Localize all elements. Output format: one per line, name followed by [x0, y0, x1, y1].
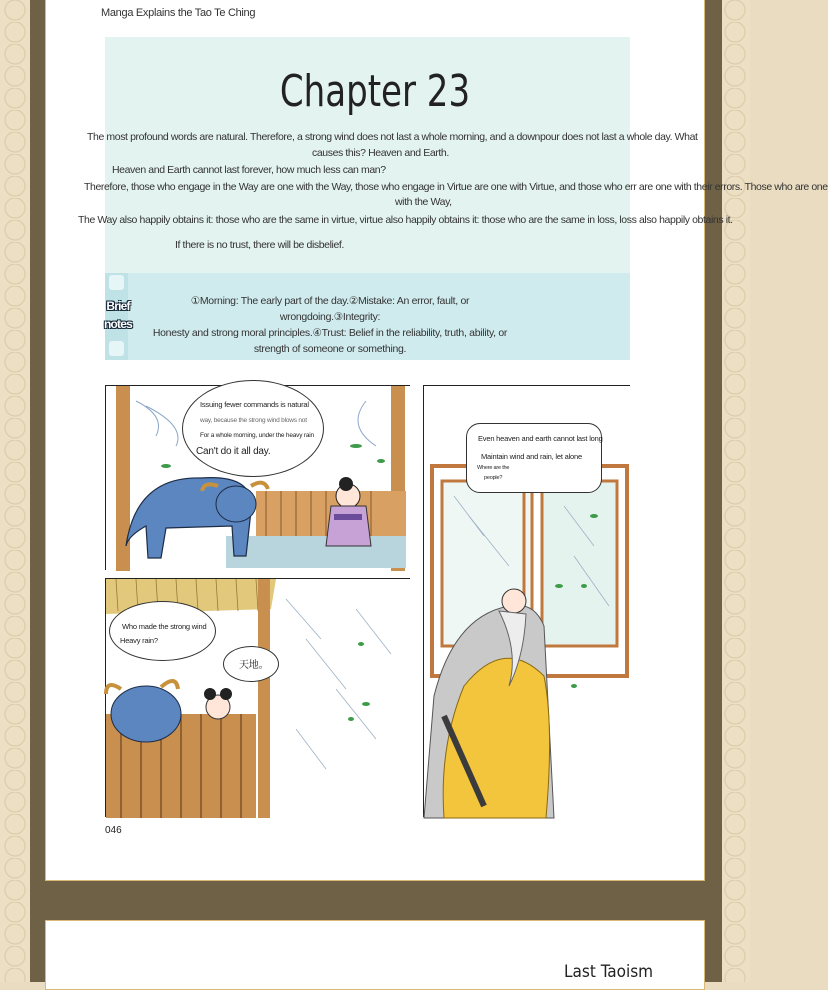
- chevron-down-icon: [109, 341, 124, 356]
- speech-bubble: [109, 601, 216, 661]
- speech-line: For a whole morning, under the heavy rain: [200, 432, 314, 439]
- speech-line: way, because the strong wind blows not: [200, 417, 307, 424]
- speech-line: Issuing fewer commands is natural: [200, 400, 309, 409]
- notes-label-line: notes: [103, 317, 132, 331]
- speech-bubble: [182, 380, 324, 477]
- chapter-line: causes this? Heaven and Earth.: [312, 147, 449, 159]
- speech-line: Who made the strong wind: [122, 622, 207, 631]
- chapter-line: Therefore, those who engage in the Way are one with the Way, those who engage in Virtue are one with Virtue, and those who err are one with their errors. Those who are one: [84, 181, 828, 193]
- chevron-up-icon: [109, 275, 124, 290]
- page-number: 046: [105, 825, 122, 836]
- left-border-pattern: [0, 0, 30, 982]
- chapter-line: If there is no trust, there will be disbelief.: [175, 239, 344, 251]
- comic-panel-3: [105, 578, 410, 817]
- chapter-line: The Way also happily obtains it: those who are the same in virtue, virtue also happily obtains it: those who are the same in loss, loss also happily obtains it.: [78, 214, 733, 226]
- notes-line: strength of someone or something.: [253, 343, 407, 355]
- speech-line: Even heaven and earth cannot last long: [478, 434, 603, 443]
- comic-panel-1: [105, 385, 410, 570]
- notes-line: ①Morning: The early part of the day.②Mistake: An error, fault, or wrongdoing.③Integrity:: [190, 295, 470, 323]
- speech-line: people?: [484, 475, 503, 481]
- brief-notes-label: [103, 297, 133, 333]
- chapter-line: The most profound words are natural. Therefore, a strong wind does not last a whole morning, and a downpour does not last a whole day. What: [87, 131, 698, 143]
- speech-line: Maintain wind and rain, let alone: [481, 452, 582, 461]
- notes-line: Honesty and strong moral principles.④Trust: Belief in the reliability, truth, ability, or: [152, 327, 508, 339]
- speech-line: Can't do it all day.: [196, 446, 271, 457]
- next-page-title: Last Taoism: [564, 962, 654, 982]
- notes-label-line: Brief: [106, 299, 130, 313]
- speech-line: Heavy rain?: [120, 636, 158, 645]
- notes-text: [145, 293, 515, 357]
- comic-panel-2: [423, 385, 630, 817]
- running-header: Manga Explains the Tao Te Ching: [101, 7, 256, 19]
- chapter-line: Heaven and Earth cannot last forever, how much less can man?: [112, 164, 386, 176]
- chapter-title: Chapter 23: [279, 66, 471, 117]
- speech-line: 天地。: [239, 660, 269, 671]
- chapter-line: with the Way,: [395, 196, 452, 208]
- speech-line: Where are the: [477, 465, 510, 471]
- right-border-pattern: [720, 0, 750, 982]
